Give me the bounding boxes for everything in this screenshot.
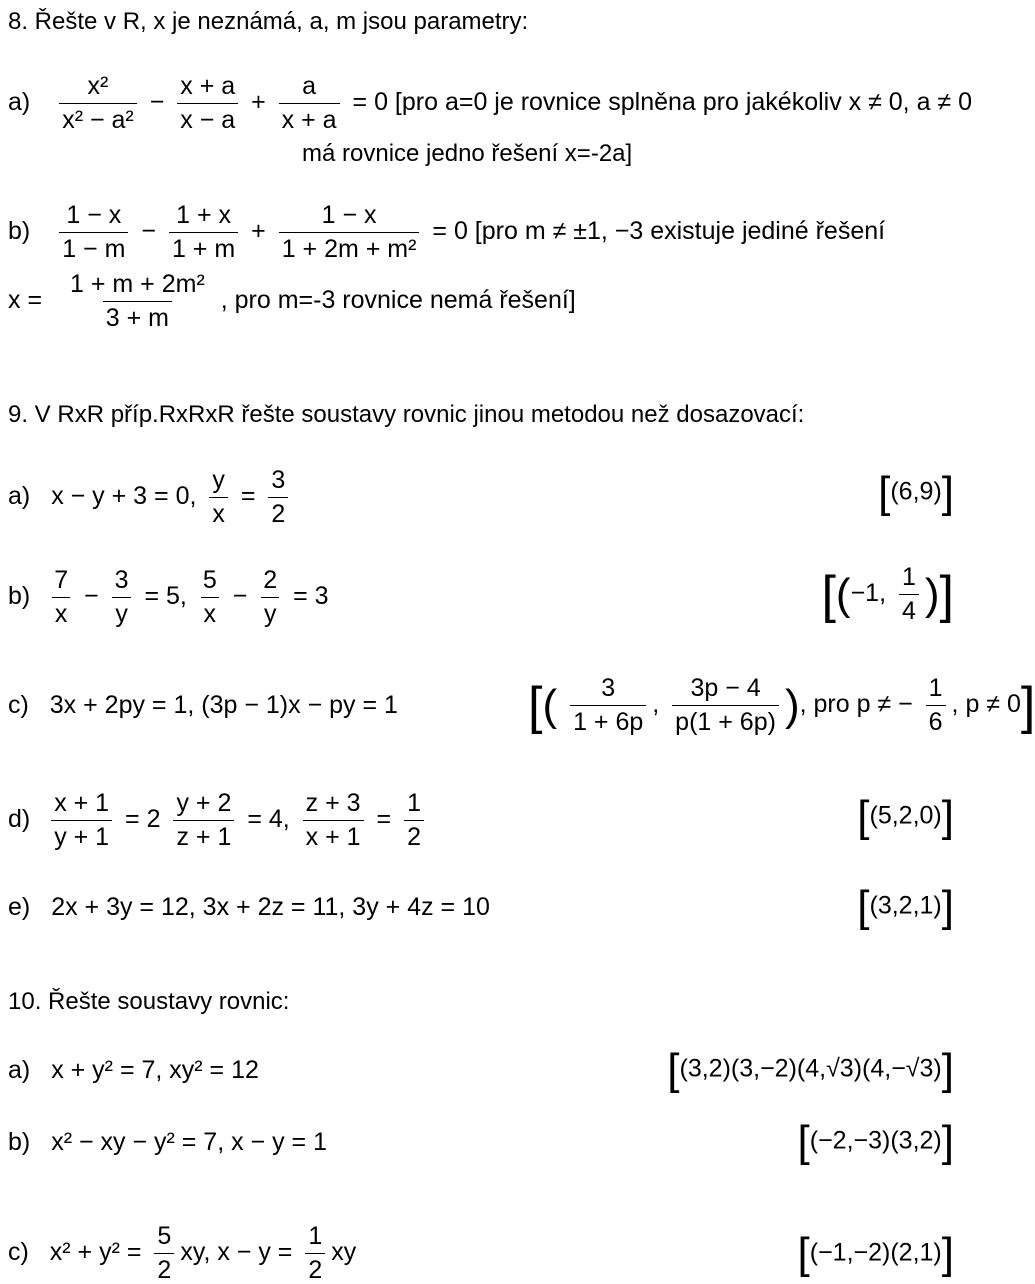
fraction: $\frac{1}{2}$ [404, 791, 424, 850]
fraction: $\frac{1 - x}{\text{1 + 2m + m²}}$ [279, 203, 420, 262]
answer-10a: [(3,2)(3,−2)(4,√3)(4,−√3)] [667, 1045, 954, 1094]
part-label: e) [8, 893, 31, 921]
problem-9-heading: 9. V RxR příp.RxRxR řešte soustavy rovnic jinou metodou než dosazovací: [8, 401, 805, 428]
fraction: $\frac{1}{4}$ [899, 565, 919, 624]
answer-9e: [(3,2,1)] [857, 882, 954, 931]
problem-8-heading: 8. Řešte v R, x je neznámá, a, m jsou parametry: [8, 8, 529, 35]
part-label: c) [8, 1238, 29, 1267]
fraction: $\frac{3}{2}$ [268, 468, 288, 527]
problem-8a-note: má rovnice jedno řešení x=-2a] [302, 140, 633, 167]
answer-9c: [( $\frac{3}{1 + 6p}$ , $\frac{3p - 4}{p(1 + 6p)}$ ), pro p ≠ − $\frac{1}{6}$ , p ≠ 0] [528, 674, 1035, 736]
fraction: $\frac{1 - x}{1 - m}$ [59, 203, 128, 262]
fraction: $\frac{a}{x + a}$ [279, 74, 340, 133]
fraction: $\frac{1}{6}$ [926, 676, 946, 735]
problem-9b: b) $\frac{7}{x}$ − $\frac{3}{y}$ = 5, $\frac{5}{x}$ − $\frac{2}{y}$ = 3 [8, 566, 329, 628]
answer-10b: [(−2,−3)(3,2)] [797, 1117, 954, 1166]
part-label: a) [8, 1056, 31, 1084]
fraction: $\frac{x + a}{x - a}$ [177, 74, 238, 133]
fraction: $\frac{z + 3}{x + 1}$ [303, 791, 364, 850]
part-label: a) [8, 88, 31, 117]
answer-9d: [(5,2,0)] [857, 792, 954, 841]
part-label: b) [8, 582, 31, 611]
problem-9a: a) x − y + 3 = 0, $\frac{y}{x}$ = $\frac{3}{2}$ [8, 468, 294, 527]
fraction: $\frac{3}{1 + 6p}$ [570, 676, 646, 735]
answer-9b: [(−1, $\frac{1}{4}$ )] [821, 563, 954, 625]
fraction: $\frac{1 + x}{1 + m}$ [169, 203, 238, 262]
part-label: b) [8, 217, 31, 246]
fraction: $\frac{3p - 4}{p(1 + 6p)}$ [672, 676, 779, 735]
part-label: d) [8, 805, 31, 834]
problem-8a: a) $\frac{\text{x²}}{\text{x² − a²}}$ − $\frac{x + a}{x - a}$ + $\frac{a}{x + a}$ = 0 [pro a=0 je rovnice splněna pro jakékoliv x ≠ 0, a ≠ 0 [8, 72, 972, 134]
problem-9c: c) 3x + 2py = 1, (3p − 1)x − py = 1 [8, 691, 398, 719]
fraction: $\frac{\text{x²}}{\text{x² − a²}}$ [59, 74, 137, 133]
fraction: $\frac{3}{y}$ [112, 568, 132, 627]
problem-10a: a) x + y² = 7, xy² = 12 [8, 1056, 259, 1084]
problem-8b: b) $\frac{1 - x}{1 - m}$ − $\frac{1 + x}{1 + m}$ + $\frac{1 - x}{\text{1 + 2m + m²}}$ = 0 [pro m ≠ ±1, −3 existuje jediné řešení [8, 201, 886, 263]
fraction: $\frac{1}{2}$ [305, 1224, 325, 1283]
problem-8b-solution: x = $\frac{\text{1 + m + 2m²}}{3 + m}$ , pro m=-3 rovnice nemá řešení] [8, 270, 576, 332]
fraction: $\frac{7}{x}$ [51, 568, 71, 627]
part-label: a) [8, 482, 31, 511]
answer-10c: [(−1,−2)(2,1)] [797, 1229, 954, 1278]
answer-9a: [(6,9)] [878, 468, 954, 517]
problem-9d: d) $\frac{x + 1}{y + 1}$ = 2 $\frac{y + 2}{z + 1}$ = 4, $\frac{z + 3}{x + 1}$ = $\frac{1}{2}$ [8, 791, 430, 850]
part-label: b) [8, 1128, 31, 1156]
problem-9e: e) 2x + 3y = 12, 3x + 2z = 11, 3y + 4z = 10 [8, 893, 490, 921]
fraction: $\frac{y}{x}$ [209, 468, 228, 527]
fraction: $\frac{2}{y}$ [260, 568, 280, 627]
fraction: $\frac{\text{1 + m + 2m²}}{3 + m}$ [70, 270, 205, 332]
fraction: $\frac{5}{x}$ [200, 568, 220, 627]
problem-10b: b) x² − xy − y² = 7, x − y = 1 [8, 1128, 327, 1156]
fraction: $\frac{5}{2}$ [154, 1224, 174, 1283]
problem-10c: c) x² + y² = $\frac{5}{2}$ xy, x − y = $\frac{1}{2}$ xy [8, 1222, 357, 1284]
fraction: $\frac{y + 2}{z + 1}$ [173, 791, 234, 850]
fraction: $\frac{x + 1}{y + 1}$ [51, 791, 112, 850]
part-label: c) [8, 691, 29, 719]
problem-10-heading: 10. Řešte soustavy rovnic: [8, 988, 290, 1015]
